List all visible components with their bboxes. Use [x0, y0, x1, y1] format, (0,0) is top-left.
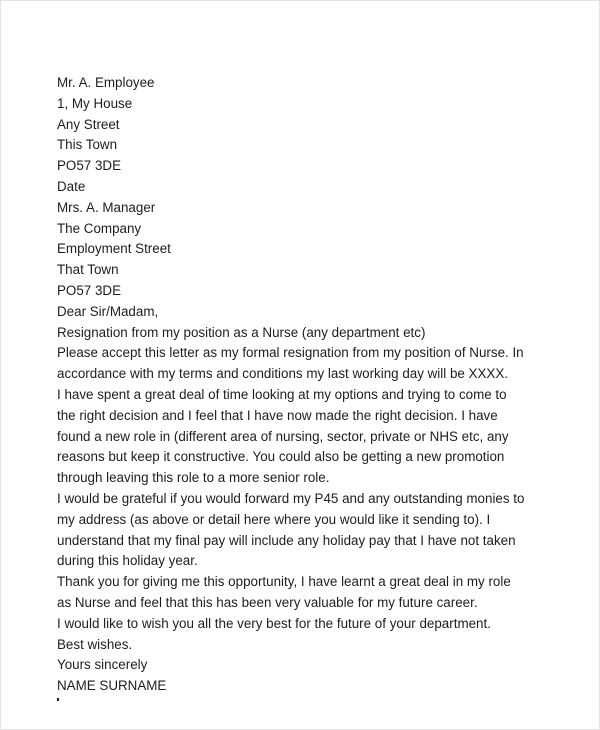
- paragraph-line: during this holiday year.: [57, 553, 198, 569]
- recipient-street: Employment Street: [57, 241, 171, 257]
- closing-best-wishes: Best wishes.: [57, 636, 133, 652]
- paragraph-line: I would be grateful if you would forward my P45 and any outstanding monies to: [57, 490, 525, 506]
- subject-line: Resignation from my position as a Nurse (any department etc): [57, 324, 426, 340]
- salutation: Dear Sir/Madam,: [57, 303, 159, 319]
- sender-address: [57, 73, 547, 177]
- paragraph-line: I have spent a great deal of time looking at my options and trying to come to: [57, 386, 507, 402]
- recipient-address: [57, 198, 547, 302]
- paragraph-line: through leaving this role to a more senior role.: [57, 470, 330, 486]
- paragraph-line: as Nurse and feel that this has been very valuable for my future career.: [57, 594, 478, 610]
- paragraph-line: understand that my final pay will include any holiday pay that I have not taken: [57, 532, 516, 548]
- text-cursor: [57, 698, 59, 701]
- paragraph-reasons: [57, 385, 547, 489]
- sender-address-line-1: 1, My House: [57, 95, 133, 111]
- sender-name: Mr. A. Employee: [57, 75, 155, 90]
- paragraph-best-wishes: [57, 614, 547, 635]
- recipient-company: The Company: [57, 220, 142, 236]
- signature-name: NAME SURNAME: [57, 678, 167, 694]
- letter-body: [57, 73, 547, 697]
- recipient-postcode: PO57 3DE: [57, 282, 122, 298]
- sender-postcode: PO57 3DE: [57, 158, 122, 174]
- paragraph-line: Please accept this letter as my formal resignation from my position of Nurse. In: [57, 345, 524, 361]
- paragraph-resignation: [57, 343, 547, 385]
- sender-address-line-2: Any Street: [57, 116, 120, 132]
- closing-yours-sincerely: Yours sincerely: [57, 657, 148, 673]
- paragraph-line: the right decision and I feel that I have now made the right decision. I have: [57, 407, 498, 423]
- paragraph-final-pay: [57, 489, 547, 572]
- paragraph-line: my address (as above or detail here where you would like it sending to). I: [57, 511, 491, 527]
- paragraph-line: Thank you for giving me this opportunity, I have learnt a great deal in my role: [57, 574, 511, 590]
- paragraph-line: reasons but keep it constructive. You could also be getting a new promotion: [57, 449, 505, 465]
- letter-date: Date: [57, 178, 86, 194]
- paragraph-thanks: [57, 572, 547, 614]
- recipient-name: Mrs. A. Manager: [57, 199, 156, 215]
- sender-town: This Town: [57, 137, 118, 153]
- paragraph-line: I would like to wish you all the very best for the future of your department.: [57, 615, 491, 631]
- paragraph-line: accordance with my terms and conditions my last working day will be XXXX.: [57, 366, 509, 382]
- paragraph-line: found a new role in (different area of nursing, sector, private or NHS etc, any: [57, 428, 509, 444]
- recipient-town: That Town: [57, 262, 119, 278]
